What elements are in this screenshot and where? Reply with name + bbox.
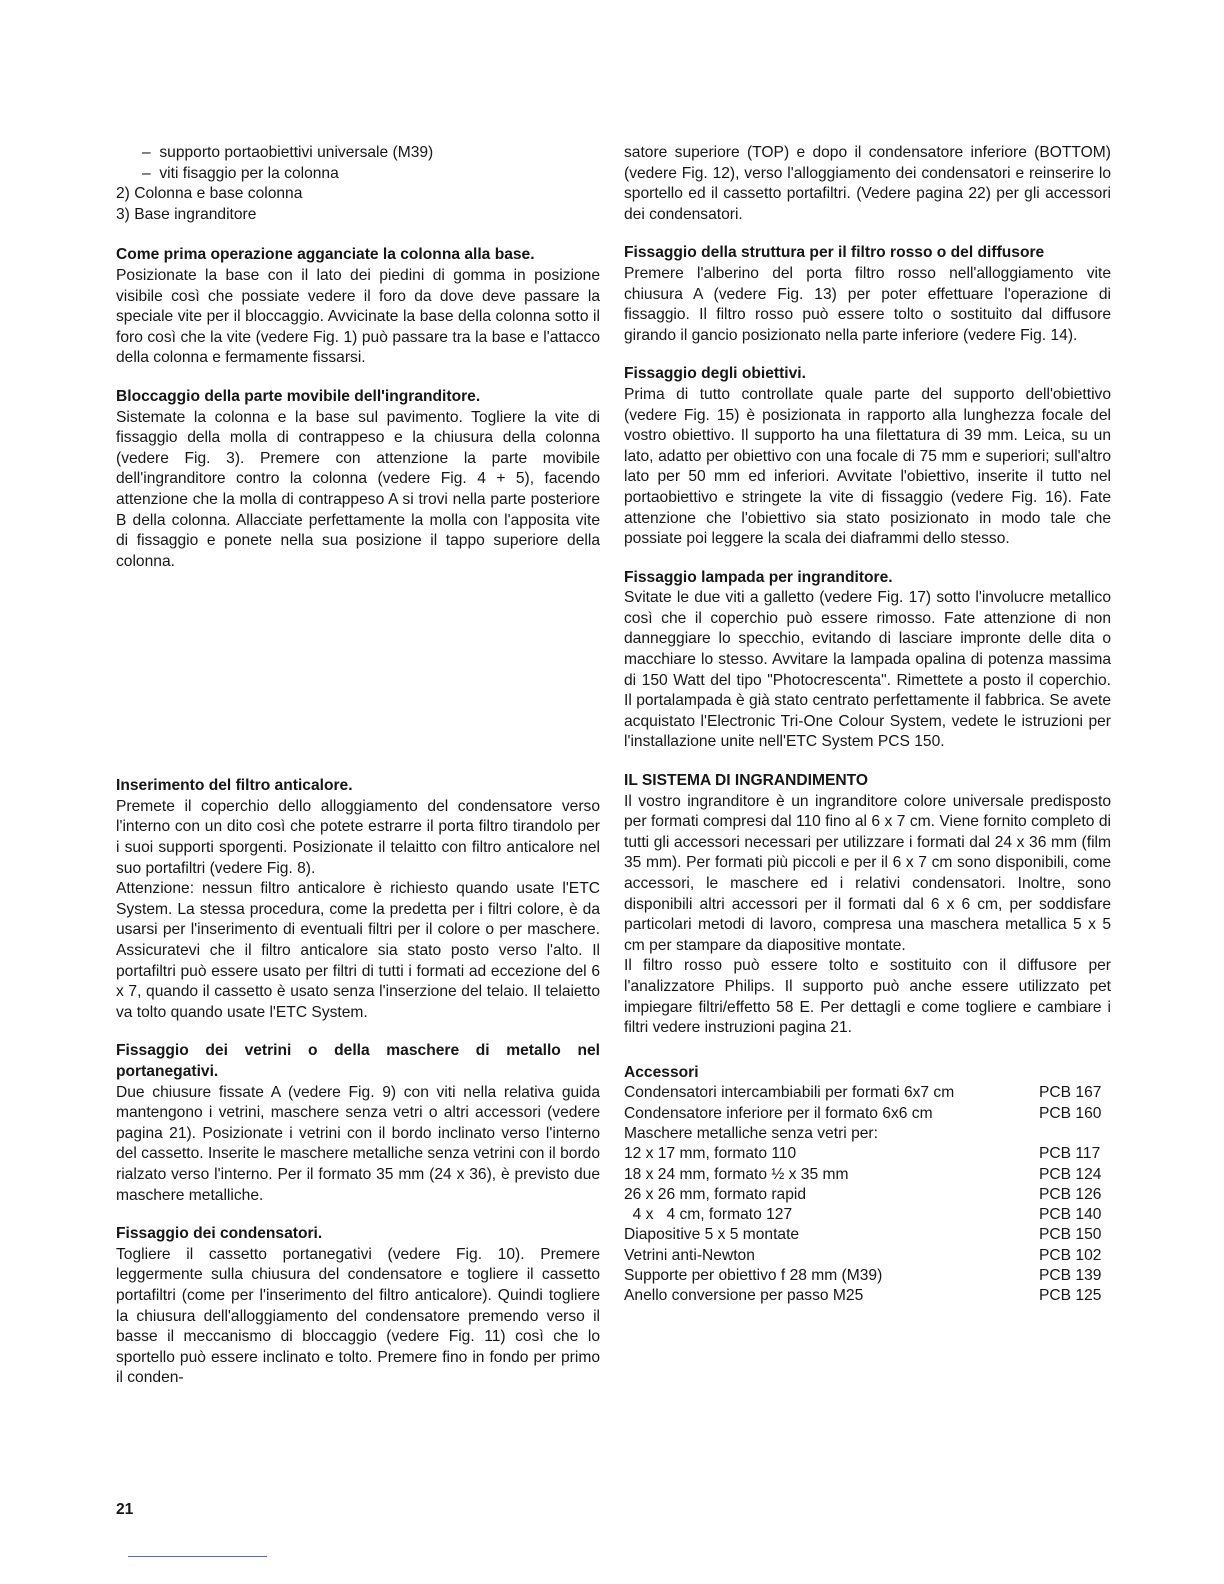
section-body: Prima di tutto controllate quale parte del supporto dell'obiettivo (vedere Fig. 15) è posizionata in rapporto alla lunghezza focale del vostro obiettivo. Il supporto ha una filettatura di 39 mm. Leica, su un lato, adatto per obiettivo con una focale di 75 mm e superiori; sull'altro lato per 50 mm ed inferiori. Avvitate l'obiettivo, inserite il tutto nel portaobiettivo e stringete la vite di fissaggio (vedere Fig. 16). Fate attenzione che l'obiettivo sia stato posizionato in modo tale che possiate poi leggere la scala dei diaframmi dello stesso.: [624, 385, 1111, 548]
section-colonna: [116, 245, 600, 369]
section-bloccaggio: [116, 387, 600, 572]
section-lampada: [624, 568, 1111, 753]
item-code: PCB 117: [1039, 1145, 1101, 1163]
section-title: Come prima operazione agganciate la colonna alla base.: [116, 246, 535, 264]
table-row: [624, 1144, 1111, 1164]
item-code: PCB 150: [1039, 1226, 1102, 1244]
section-title: Fissaggio degli obiettivi.: [624, 365, 806, 383]
blank-space: [116, 590, 600, 776]
item-code: PCB 102: [1039, 1246, 1102, 1264]
section-body: Premere l'alberino del porta filtro rosso nell'alloggiamento vite chiusura A (vedere Fig. 13) per poter effettuare l'operazione di fissaggio. Il filtro rosso può essere tolto o sostituito dal diffusore girando il gancio posizionato nella parte inferiore (vedere Fig. 14).: [624, 264, 1111, 344]
section-title: Inserimento del filtro anticalore.: [116, 777, 353, 795]
section-title: Fissaggio dei vetrini o della maschere di metallo nel portanegativi.: [116, 1042, 600, 1080]
accessori-table: [624, 1083, 1111, 1306]
item-code: PCB 160: [1039, 1104, 1102, 1122]
table-row: [624, 1185, 1111, 1205]
section-title: Fissaggio dei condensatori.: [116, 1225, 323, 1243]
table-row: [624, 1104, 1111, 1124]
item-name: Condensatori intercambiabili per formati 6x7 cm: [624, 1084, 955, 1102]
list-item: – viti fisaggio per la colonna: [116, 164, 600, 185]
item-code: [1039, 1124, 1111, 1144]
item-name: Vetrini anti-Newton: [624, 1246, 755, 1264]
table-row: [624, 1266, 1111, 1286]
section-vetrini: [116, 1041, 600, 1206]
right-column: [624, 143, 1111, 1307]
section-filtro-anticalore: [116, 776, 600, 1023]
item-name: 26 x 26 mm, formato rapid: [624, 1185, 807, 1203]
section-body: Svitate le due viti a galletto (vedere Fig. 17) sotto l'involucre metallico così che il coperchio può essere rimosso. Fate attenzione di non danneggiare lo specchio, evitando di lasciare impronte delle dita o macchiare lo stesso. Avvitare la lampada opalina di potenza massima di 150 Watt del tipo "Photocrescenta". Rimettete a posto il coperchio. Il portalampada è già stato centrato perfettamente il fabbrica. Se avete acquistato l'Electronic Tri-One Colour System, vedete le istruzioni per l'installazione unite nell'ETC System PCS 150.: [624, 589, 1111, 751]
section-condensatori: [116, 1224, 600, 1389]
item-code: PCB 125: [1039, 1287, 1102, 1305]
footer-rule: [128, 1556, 267, 1557]
component-list: [116, 143, 600, 225]
table-row: [624, 1246, 1111, 1266]
section-title: Fissaggio della struttura per il filtro rosso o del diffusore: [624, 244, 1045, 262]
table-row: [624, 1205, 1111, 1225]
section-body: Togliere il cassetto portanegativi (vedere Fig. 10). Premere leggermente sulla chiusura del condensatore e togliere il cassetto portafiltri (come per l'inserimento del filtro anticalore). Quindi togliere la chiusura dell'alloggiamento del condensatore premendo verso il basse il meccanismo di bloccaggio (vedere Fig. 11) così che lo sportello può essere inclinato e tolto. Premere fino in fondo per primo il conden-: [116, 1245, 600, 1387]
item-name: 4 x 4 cm, formato 127: [624, 1206, 793, 1224]
item-name: Anello conversione per passo M25: [624, 1287, 864, 1305]
section-heading: IL SISTEMA DI INGRANDIMENTO: [624, 772, 869, 790]
section-title: Bloccaggio della parte movibile dell'ingranditore.: [116, 387, 481, 405]
section-accessori: [624, 1063, 1111, 1307]
page-number: 21: [116, 1501, 134, 1518]
table-row: [624, 1165, 1111, 1185]
table-row: [624, 1124, 1111, 1144]
section-body: Attenzione: nessun filtro anticalore è richiesto quando usate l'ETC System. La stessa procedura, come la predetta per i filtri colore, è da usarsi per l'inserimento di eventuali filtri per il colore o per maschere. Assicuratevi che il filtro anticalore sia stato posto verso l'alto. Il portafiltri può essere usato per filtri di tutti i formati ad eccezione del 6 x 7, quando il cassetto è usato senza l'inserzione del telaio. Il telaietto va tolto quando usate l'ETC System.: [116, 880, 600, 1021]
item-name: Maschere metalliche senza vetri per:: [624, 1124, 878, 1142]
left-column: [116, 143, 600, 1407]
section-sistema: [624, 771, 1111, 1039]
item-name: Condensatore inferiore per il formato 6x6 cm: [624, 1104, 933, 1122]
item-name: Supporte per obiettivo f 28 mm (M39): [624, 1267, 883, 1285]
item-code: PCB 126: [1039, 1185, 1102, 1203]
section-continuation: [624, 143, 1111, 225]
section-body: Premete il coperchio dello alloggiamento del condensatore verso l'interno con un dito così che potete estrarre il porta filtro tirandolo per i suoi supporti sporgenti. Posizionate il telaitto con filtro anticalore nel suo portafiltri (vedere Fig. 8).: [116, 797, 600, 877]
section-body: Il filtro rosso può essere tolto e sostituito con il diffusore per l'analizzatore Philips. Il supporto può anche essere utilizzato pet impiegare filtri/effetto 58 E. Per dettagli e come togliere e cambiare i filtri vedere instruzioni pagina 21.: [624, 957, 1111, 1037]
list-item: 2) Colonna e base colonna: [116, 185, 303, 203]
table-row: [624, 1286, 1111, 1306]
section-body: Sistemate la colonna e la base sul pavimento. Togliere la vite di fissaggio della molla di contrappeso e la chiusura della colonna (vedere Fig. 3). Premere con attenzione la parte movibile dell'ingranditore contro la colonna (vedere Fig. 4 + 5), facendo attenzione che la molla di contrappeso A si trovi nella parte posteriore B della colonna. Allacciate perfettamente la molla con l'apposita vite di fissaggio e ponete nella sua posizione il tappo superiore della colonna.: [116, 408, 600, 570]
list-item: 3) Base ingranditore: [116, 205, 257, 223]
item-code: PCB 124: [1039, 1165, 1102, 1183]
item-name: 18 x 24 mm, formato ½ x 35 mm: [624, 1165, 849, 1183]
item-code: PCB 167: [1039, 1084, 1102, 1102]
section-body: Due chiusure fissate A (vedere Fig. 9) con viti nella relativa guida mantengono i vetrini, maschere senza vetri o altri accessori (vedere pagina 21). Posizionate i vetrini con il bordo inclinato verso l'interno del cassetto. Inserite le maschere metalliche senza vetrini con il bordo rialzato verso l'interno. Per il formato 35 mm (24 x 36), è previsto due maschere metalliche.: [116, 1083, 600, 1204]
item-code: PCB 139: [1039, 1267, 1102, 1285]
section-body: Il vostro ingranditore è un ingranditore colore universale predisposto per formati compresi dal 110 fino al 6 x 7 cm. Viene fornito completo di tutti gli accessori necessari per utilizzare i formati dal 24 x 36 mm (film 35 mm). Per formati più piccoli e per il 6 x 7 cm sono disponibili, come accessori, le maschere ed i relativi condensatori. Inoltre, sono disponibili altri accessori per il formati dal 6 x 6 cm, per soddisfare particolari metodi di lavoro, compresa una maschera metallica 5 x 5 cm per stampare da diapositive montate.: [624, 792, 1111, 954]
item-name: 12 x 17 mm, formato 110: [624, 1145, 797, 1163]
section-filtro-rosso: [624, 243, 1111, 346]
table-row: [624, 1225, 1111, 1245]
item-name: Diapositive 5 x 5 montate: [624, 1226, 800, 1244]
item-code: PCB 140: [1039, 1206, 1102, 1224]
accessori-title: Accessori: [624, 1063, 699, 1081]
section-title: Fissaggio lampada per ingranditore.: [624, 568, 893, 586]
table-row: [624, 1083, 1111, 1103]
section-obiettivi: [624, 364, 1111, 549]
section-body: satore superiore (TOP) e dopo il condensatore inferiore (BOTTOM) (vedere Fig. 12), verso l'alloggiamento dei condensatori e reinserire lo sportello ed il cassetto portafiltri. (Vedere pagina 22) per gli accessori dei condensatori.: [624, 144, 1111, 223]
section-body: Posizionate la base con il lato dei piedini di gomma in posizione visibile così che possiate vedere il foro da dove deve passare la speciale vite per il bloccaggio. Avvicinate la base della colonna sotto il foro così che la vite (vedere Fig. 1) può passare tra la base e l'attacco della colonna e fermamente fissarsi.: [116, 266, 600, 367]
list-item: – supporto portaobiettivi universale (M39): [116, 143, 600, 164]
